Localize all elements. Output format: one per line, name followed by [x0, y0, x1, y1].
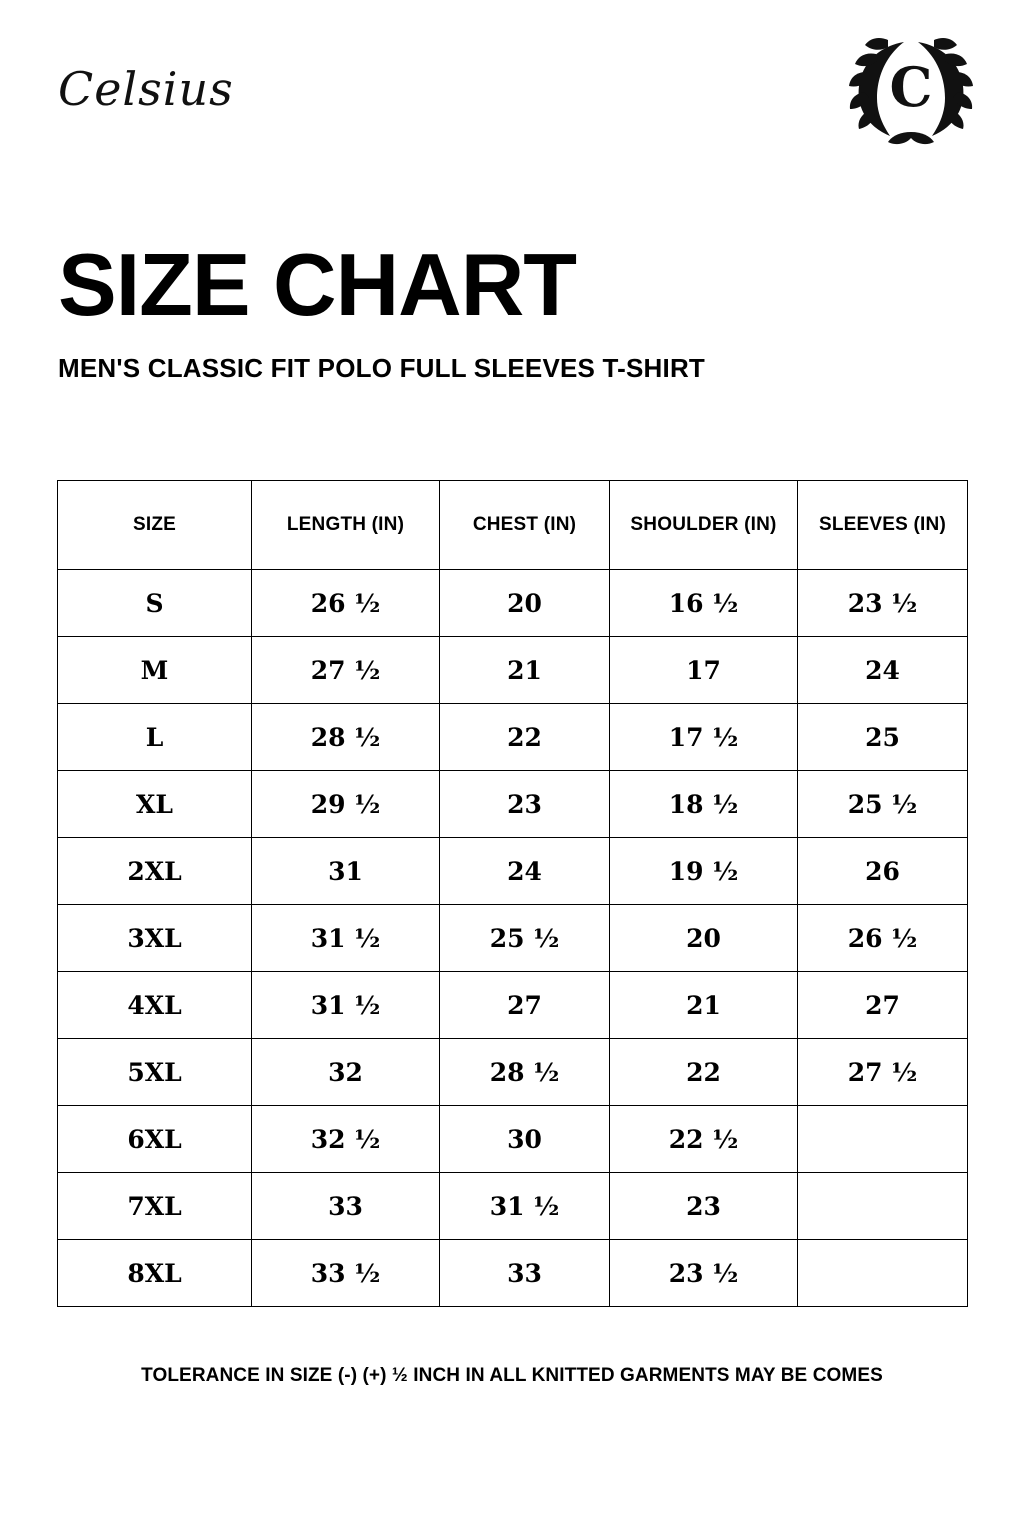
cell-shoulder: 17	[610, 637, 798, 704]
table-row	[58, 771, 968, 838]
column-header-shoulder: SHOULDER (IN)	[610, 481, 798, 570]
cell-sleeves: 27	[798, 972, 968, 1039]
cell-shoulder: 23	[610, 1173, 798, 1240]
table-row	[58, 972, 968, 1039]
cell-size: L	[58, 704, 252, 771]
cell-length: 33	[252, 1173, 440, 1240]
cell-size: 2XL	[58, 838, 252, 905]
column-header-chest: CHEST (IN)	[440, 481, 610, 570]
laurel-wreath-logo-icon	[846, 28, 976, 148]
cell-length: 26 ½	[252, 570, 440, 637]
cell-sleeves: 25 ½	[798, 771, 968, 838]
cell-shoulder: 19 ½	[610, 838, 798, 905]
table-row	[58, 704, 968, 771]
cell-size: 7XL	[58, 1173, 252, 1240]
cell-chest: 23	[440, 771, 610, 838]
cell-shoulder: 23 ½	[610, 1240, 798, 1307]
cell-sleeves: 24	[798, 637, 968, 704]
cell-length: 27 ½	[252, 637, 440, 704]
cell-sleeves: 26	[798, 838, 968, 905]
cell-chest: 33	[440, 1240, 610, 1307]
cell-chest: 25 ½	[440, 905, 610, 972]
table-header-row	[58, 481, 968, 570]
size-table	[57, 480, 968, 1307]
table-row	[58, 570, 968, 637]
cell-sleeves: 23 ½	[798, 570, 968, 637]
cell-shoulder: 21	[610, 972, 798, 1039]
cell-chest: 21	[440, 637, 610, 704]
cell-shoulder: 22	[610, 1039, 798, 1106]
cell-shoulder: 22 ½	[610, 1106, 798, 1173]
cell-size: XL	[58, 771, 252, 838]
table-row	[58, 637, 968, 704]
cell-size: 6XL	[58, 1106, 252, 1173]
size-table-container	[57, 480, 967, 1307]
cell-shoulder: 18 ½	[610, 771, 798, 838]
column-header-sleeves: SLEEVES (IN)	[798, 481, 968, 570]
cell-size: S	[58, 570, 252, 637]
size-table-body	[58, 570, 968, 1307]
table-row	[58, 1240, 968, 1307]
cell-length: 33 ½	[252, 1240, 440, 1307]
cell-chest: 30	[440, 1106, 610, 1173]
cell-sleeves	[798, 1240, 968, 1307]
cell-chest: 22	[440, 704, 610, 771]
cell-sleeves: 25	[798, 704, 968, 771]
cell-chest: 31 ½	[440, 1173, 610, 1240]
cell-length: 28 ½	[252, 704, 440, 771]
cell-size: 3XL	[58, 905, 252, 972]
column-header-length: LENGTH (IN)	[252, 481, 440, 570]
svg-text:C: C	[889, 55, 933, 119]
cell-size: 4XL	[58, 972, 252, 1039]
page-header	[0, 0, 1024, 190]
cell-sleeves	[798, 1173, 968, 1240]
cell-length: 31 ½	[252, 905, 440, 972]
cell-length: 31	[252, 838, 440, 905]
table-row	[58, 1173, 968, 1240]
cell-sleeves: 27 ½	[798, 1039, 968, 1106]
cell-shoulder: 17 ½	[610, 704, 798, 771]
cell-sleeves: 26 ½	[798, 905, 968, 972]
cell-length: 31 ½	[252, 972, 440, 1039]
table-row	[58, 1039, 968, 1106]
tolerance-note: TOLERANCE IN SIZE (-) (+) ½ INCH IN ALL KNITTED GARMENTS MAY BE COMES	[141, 1365, 883, 1386]
cell-chest: 27	[440, 972, 610, 1039]
cell-shoulder: 20	[610, 905, 798, 972]
cell-shoulder: 16 ½	[610, 570, 798, 637]
title-block	[58, 235, 978, 384]
cell-length: 32 ½	[252, 1106, 440, 1173]
cell-chest: 20	[440, 570, 610, 637]
cell-size: 5XL	[58, 1039, 252, 1106]
cell-size: 8XL	[58, 1240, 252, 1307]
cell-length: 29 ½	[252, 771, 440, 838]
column-header-size: SIZE	[58, 481, 252, 570]
cell-sleeves	[798, 1106, 968, 1173]
cell-length: 32	[252, 1039, 440, 1106]
cell-size: M	[58, 637, 252, 704]
cell-chest: 28 ½	[440, 1039, 610, 1106]
page-subtitle: MEN'S CLASSIC FIT POLO FULL SLEEVES T-SHIRT	[58, 353, 706, 383]
table-row	[58, 1106, 968, 1173]
brand-wordmark: Celsius	[58, 62, 234, 116]
cell-chest: 24	[440, 838, 610, 905]
table-row	[58, 838, 968, 905]
table-row	[58, 905, 968, 972]
page-title: SIZE CHART	[58, 235, 576, 334]
